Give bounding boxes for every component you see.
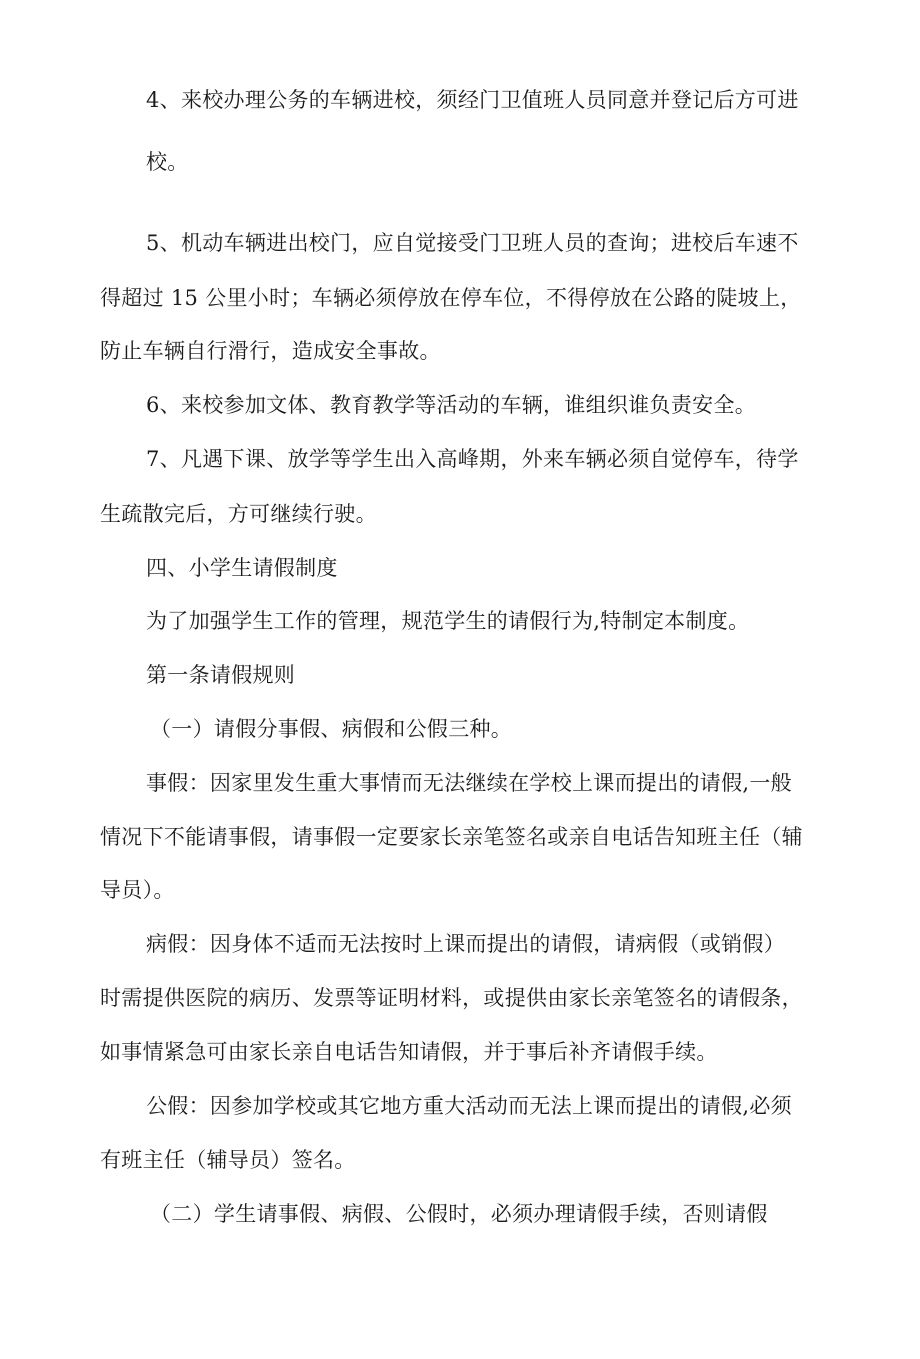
paragraph-line: 导员）。 xyxy=(100,878,175,902)
paragraph-line: 为了加强学生工作的管理，规范学生的请假行为,特制定本制度。 xyxy=(146,609,750,633)
paragraph-line: 5、机动车辆进出校门，应自觉接受门卫班人员的查询；进校后车速不 xyxy=(146,231,799,255)
paragraph-line: 得超过 15 公里小时；车辆必须停放在停车位，不得停放在公路的陡坡上， xyxy=(100,286,802,310)
section-heading: 四、小学生请假制度 xyxy=(146,556,338,580)
article-heading: 第一条请假规则 xyxy=(146,663,296,687)
paragraph-line: 4、来校办理公务的车辆进校，须经门卫值班人员同意并登记后方可进 xyxy=(146,88,799,112)
paragraph-line: 公假：因参加学校或其它地方重大活动而无法上课而提出的请假,必须 xyxy=(146,1094,792,1118)
paragraph-line: 如事情紧急可由家长亲自电话告知请假，并于事后补齐请假手续。 xyxy=(100,1040,718,1064)
paragraph-line: 防止车辆自行滑行，造成安全事故。 xyxy=(100,339,441,363)
paragraph-line: 7、凡遇下课、放学等学生出入高峰期，外来车辆必须自觉停车，待学 xyxy=(146,447,799,471)
paragraph-line: 生疏散完后，方可继续行驶。 xyxy=(100,502,377,526)
paragraph-line: 有班主任（辅导员）签名。 xyxy=(100,1148,356,1172)
paragraph-line: 事假：因家里发生重大事情而无法继续在学校上课而提出的请假,一般 xyxy=(146,771,792,795)
paragraph-line: （二）学生请事假、病假、公假时，必须办理请假手续，否则请假 xyxy=(150,1202,768,1226)
paragraph-line: 时需提供医院的病历、发票等证明材料，或提供由家长亲笔签名的请假条， xyxy=(100,986,803,1010)
paragraph-line: 6、来校参加文体、教育教学等活动的车辆，谁组织谁负责安全。 xyxy=(146,393,757,417)
paragraph-line: 校。 xyxy=(146,150,189,174)
paragraph-line: 情况下不能请事假，请事假一定要家长亲笔签名或亲自电话告知班主任（辅 xyxy=(100,825,803,849)
paragraph-line: （一）请假分事假、病假和公假三种。 xyxy=(150,717,513,741)
paragraph-line: 病假：因身体不适而无法按时上课而提出的请假，请病假（或销假） xyxy=(146,932,785,956)
